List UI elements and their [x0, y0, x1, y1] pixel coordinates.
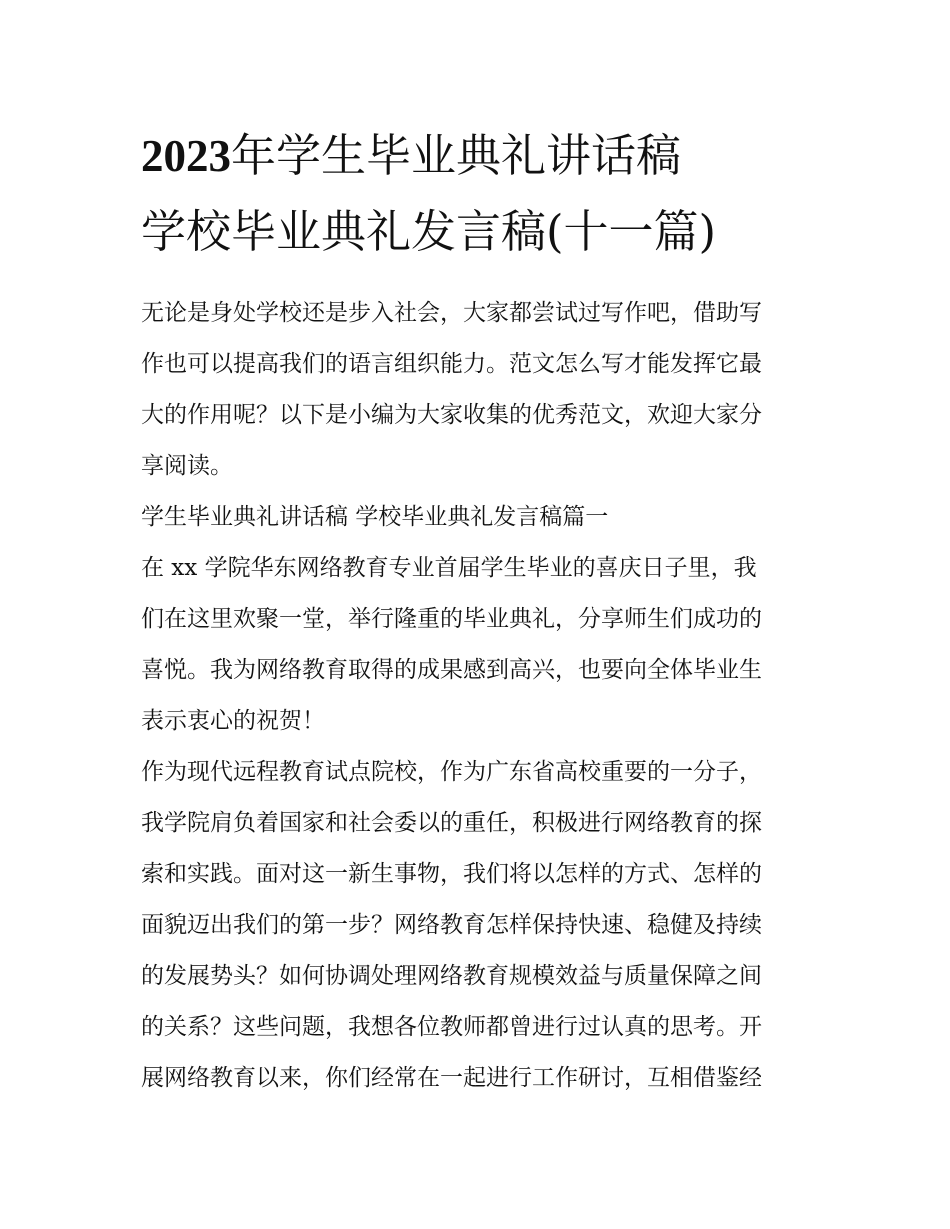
text-line: 表示衷心的祝贺！: [141, 708, 325, 734]
document-content: [141, 118, 821, 1104]
title-year: 2023: [141, 131, 231, 181]
text-line: 的发展势头？如何协调处理网络教育规模效益与质量保障之间: [141, 963, 762, 989]
text-line: 索和实践。面对这一新生事物，我们将以怎样的方式、怎样的: [141, 861, 762, 887]
text-line: 享阅读。: [141, 453, 233, 479]
text-line: 面貌迈出我们的第一步？网络教育怎样保持快速、稳健及持续: [141, 912, 762, 938]
document-title: [141, 118, 821, 270]
title-line-1: [141, 118, 821, 194]
section-heading: 学生毕业典礼讲话稿 学校毕业典礼发言稿篇一: [141, 504, 609, 530]
text-line: 在 xx 学院华东网络教育专业首届学生毕业的喜庆日子里，我: [141, 555, 757, 581]
text-line: 的关系？这些问题，我想各位教师都曾进行过认真的思考。开: [141, 1014, 762, 1040]
text-line: 作为现代远程教育试点院校，作为广东省高校重要的一分子，: [141, 759, 762, 785]
text-line: 无论是身处学校还是步入社会，大家都尝试过写作吧，借助写: [141, 300, 762, 326]
text-line: 作也可以提高我们的语言组织能力。范文怎么写才能发挥它最: [141, 351, 762, 377]
title-line-1-text: 年学生毕业典礼讲话稿: [231, 129, 682, 182]
text-line: 我学院肩负着国家和社会委以的重任，积极进行网络教育的探: [141, 810, 762, 836]
text-line: 们在这里欢聚一堂，举行隆重的毕业典礼，分享师生们成功的: [141, 606, 762, 632]
text-line: 大的作用呢？以下是小编为大家收集的优秀范文，欢迎大家分: [141, 402, 762, 428]
title-line-2: 学校毕业典礼发言稿(十一篇): [141, 205, 717, 258]
text-line: 喜悦。我为网络教育取得的成果感到高兴，也要向全体毕业生: [141, 657, 762, 683]
text-line: 展网络教育以来，你们经常在一起进行工作研讨，互相借鉴经: [141, 1065, 762, 1091]
document-body: [141, 288, 821, 1104]
